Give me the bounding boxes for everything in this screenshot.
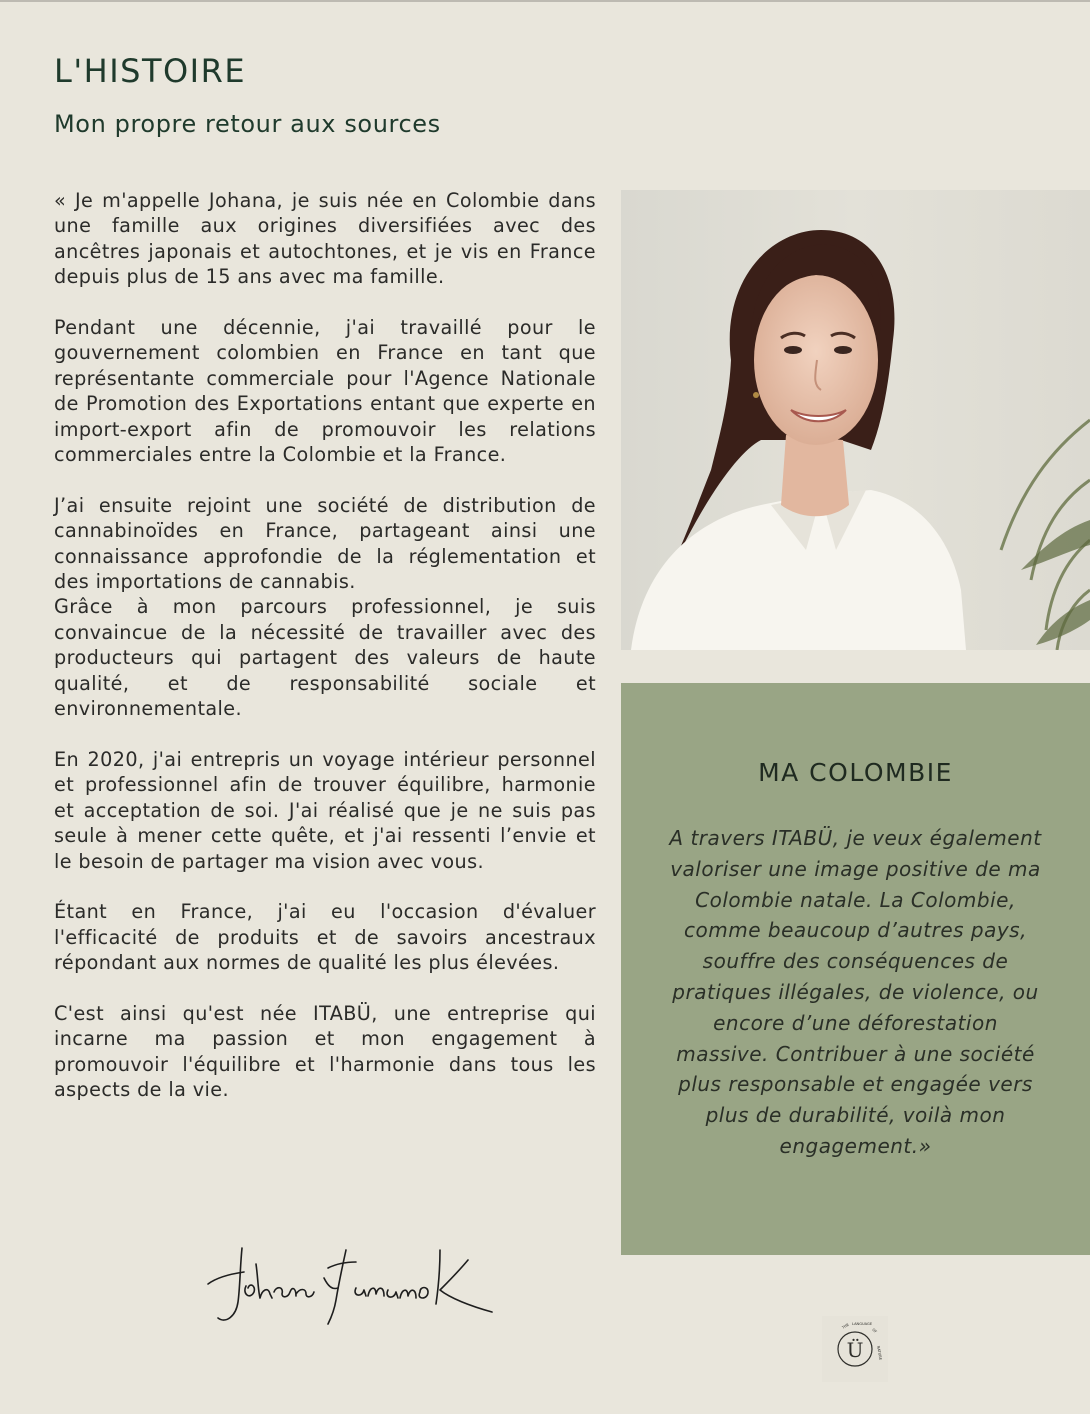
story-paragraph: « Je m'appelle Johana, je suis née en Colombie dans une famille aux origines diversifiées avec des ancêtres japonais et autochtones, et je vis en France depuis plus de 15 ans avec ma famille.	[54, 189, 596, 289]
story-paragraph: Pendant une décennie, j'ai travaillé pour le gouvernement colombien en France en tant que représentante commerciale pour l'Agence Nationale de Promotion des Exportations entant que experte en import-export afin de promouvoir les relations commerciales entre la Colombie et la France.	[54, 316, 596, 467]
page-title: L'HISTOIRE	[54, 52, 247, 90]
svg-text:OF: OF	[871, 1327, 878, 1334]
story-text	[54, 188, 596, 1128]
svg-text:NATURE: NATURE	[876, 1345, 883, 1361]
page-subtitle: Mon propre retour aux sources	[54, 110, 441, 138]
signature	[196, 1238, 496, 1330]
ma-colombie-quote: A travers ITABÜ, je veux également valoriser une image positive de ma Colombie natale. La Colombie, comme beaucoup d’autres pays, souffre des conséquences de pratiques illégales, de violence, ou encore d’une déforestation massive. Contribuer à une société plus responsable et engagée vers plus de durabilité, voilà mon engagement.»	[669, 826, 1042, 1158]
itabu-logo	[822, 1316, 888, 1382]
story-paragraph: Étant en France, j'ai eu l'occasion d'évaluer l'efficacité de produits et de savoirs ancestraux répondant aux normes de qualité les plus élevées.	[54, 900, 596, 975]
story-paragraph: C'est ainsi qu'est née ITABÜ, une entreprise qui incarne ma passion et mon engagement à promouvoir l'équilibre et l'harmonie dans tous les aspects de la vie.	[54, 1001, 596, 1102]
story-paragraph: Grâce à mon parcours professionnel, je suis convaincue de la nécessité de travailler avec des producteurs qui partagent des valeurs de haute qualité, et de responsabilité sociale et environnementale.	[54, 595, 596, 721]
ma-colombie-panel	[621, 683, 1090, 1255]
portrait-photo	[621, 190, 1090, 650]
svg-text:THE: THE	[841, 1322, 850, 1330]
ma-colombie-title: MA COLOMBIE	[758, 758, 953, 787]
story-paragraph: J’ai ensuite rejoint une société de distribution de cannabinoïdes en France, partageant ainsi une connaissance approfondie de la réglementation et des importations de cannabis.	[54, 493, 596, 594]
svg-text:Ü: Ü	[846, 1338, 864, 1362]
story-paragraph: En 2020, j'ai entrepris un voyage intérieur personnel et professionnel afin de trouver équilibre, harmonie et acceptation de soi. J'ai réalisé que je ne suis pas seule à mener cette quête, et j'ai ressenti l’envie et le besoin de partager ma vision avec vous.	[54, 747, 596, 873]
page-top-border	[0, 0, 1090, 2]
svg-text:LANGUAGE: LANGUAGE	[852, 1322, 873, 1326]
